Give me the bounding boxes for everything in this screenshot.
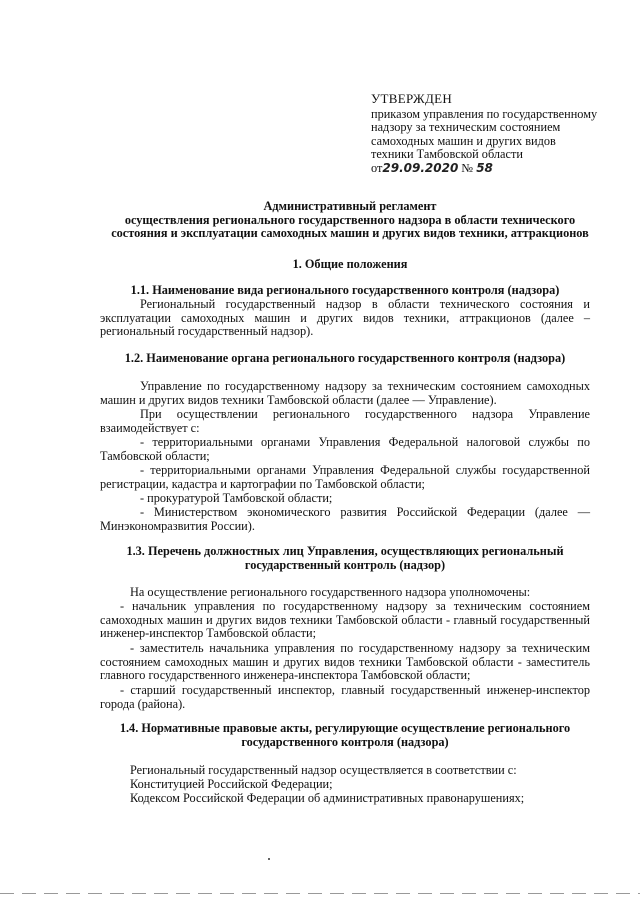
approval-line: надзору за техническим состоянием bbox=[371, 120, 561, 135]
paragraph: При осуществлении регионального государственного надзора Управление взаимодействует с: bbox=[100, 407, 590, 435]
number-prefix: № bbox=[461, 160, 474, 175]
subsection-heading: 1.1. Наименование вида регионального государственного контроля (надзора) bbox=[130, 283, 560, 297]
doc-title-line: осуществления регионального государственного надзора в области технического bbox=[124, 212, 576, 227]
heading-line: государственный контроль (надзор) bbox=[244, 557, 446, 572]
list-item: - Министерством экономического развития Российской Федерации (далее — Минэкономразвития России). bbox=[100, 505, 590, 533]
subsection-heading bbox=[100, 545, 590, 572]
heading-line: 1.3. Перечень должностных лиц Управления, осуществляющих региональный bbox=[126, 544, 564, 558]
subsection-heading bbox=[100, 722, 590, 749]
list-item: - прокуратурой Тамбовской области; bbox=[140, 491, 333, 505]
list-item: - старший государственный инспектор, главный государственный инженер-инспектор города (района). bbox=[100, 683, 590, 711]
approval-line: приказом управления по государственному bbox=[371, 106, 598, 121]
handwritten-number: 58 bbox=[476, 160, 493, 175]
approval-line: техники Тамбовской области bbox=[371, 147, 523, 162]
approval-stamp-block bbox=[371, 92, 611, 176]
paragraph: Региональный государственный надзор в области технического состояния и эксплуатации самоходных машин и других видов техники, аттракционов (далее – региональный государственный надзор). bbox=[100, 297, 590, 339]
section-heading: 1. Общие положения bbox=[292, 257, 408, 271]
subsection-heading: 1.2. Наименование органа регионального государственного контроля (надзора) bbox=[124, 351, 566, 365]
list-item: - заместитель начальника управления по государственному надзору за техническим состоянием самоходных машин и других видов техники Тамбовской области - заместитель главного государственного инженера-инспектора Тамбовской области; bbox=[100, 641, 590, 683]
handwritten-date: 29.09.2020 bbox=[382, 160, 459, 175]
date-prefix: от bbox=[371, 160, 383, 175]
paragraph: На осуществление регионального государственного надзора уполномочены: bbox=[130, 585, 531, 599]
heading-line: государственного контроля (надзора) bbox=[241, 734, 449, 749]
paragraph: Региональный государственный надзор осуществляется в соответствии с: bbox=[130, 763, 517, 777]
heading-line: 1.4. Нормативные правовые акты, регулирующие осуществление регионального bbox=[119, 721, 571, 735]
list-item: Конституцией Российской Федерации; bbox=[130, 777, 333, 791]
doc-title-line: Административный регламент bbox=[263, 199, 437, 213]
list-item: Кодексом Российской Федерации об административных правонарушениях; bbox=[130, 791, 525, 805]
scan-edge-line bbox=[0, 893, 640, 894]
approval-line: самоходных машин и других видов bbox=[371, 133, 556, 148]
list-item: - начальник управления по государственному надзору за техническим состоянием самоходных машин и других видов техники Тамбовской области - главный государственный инженер-инспектор Тамбовской области; bbox=[100, 599, 590, 641]
doc-title-line: состояния и эксплуатации самоходных машин и других видов техники, аттракционов bbox=[111, 226, 589, 241]
approval-title: УТВЕРЖДЕН bbox=[371, 91, 453, 106]
doc-title bbox=[100, 200, 600, 241]
approval-date-line bbox=[371, 162, 611, 176]
list-item: - территориальными органами Управления Федеральной службы государственной регистрации, кадастра и картографии по Тамбовской области; bbox=[100, 463, 590, 491]
scan-speck bbox=[268, 858, 270, 860]
paragraph: Управление по государственному надзору за техническим состоянием самоходных машин и других видов техники Тамбовской области (далее — Управление). bbox=[100, 379, 590, 407]
list-item: - территориальными органами Управления Федеральной налоговой службы по Тамбовской области; bbox=[100, 435, 590, 463]
